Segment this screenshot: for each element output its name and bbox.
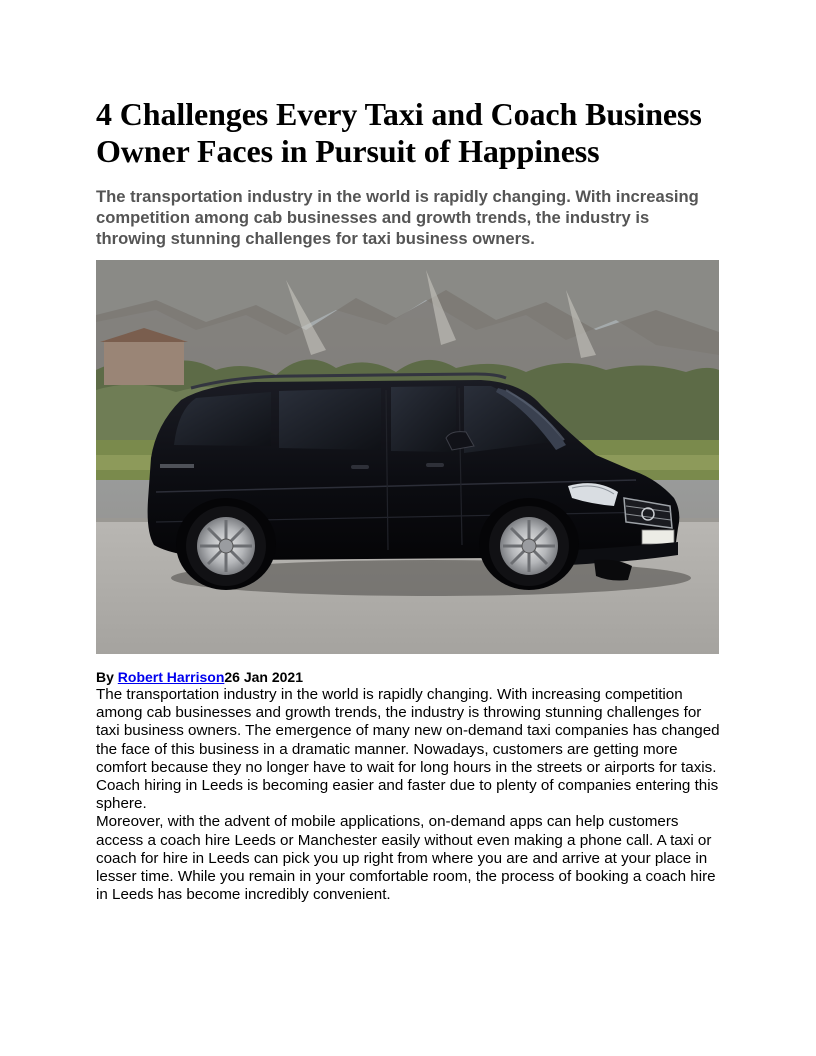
rear-wheel bbox=[186, 506, 266, 586]
hero-image-black-van bbox=[96, 260, 719, 654]
article-title: 4 Challenges Every Taxi and Coach Business Owner Faces in Pursuit of Happiness bbox=[96, 96, 702, 169]
byline-prefix: By bbox=[96, 669, 118, 685]
front-wheel bbox=[489, 506, 569, 586]
paragraph: Moreover, with the advent of mobile applications, on-demand apps can help customers access a coach hire Leeds or Manchester easily without even making a phone call. A taxi or coach for hire in Leeds can pick you up right from where you are and arrive at your place in lesser time. While you remain in your comfortable room, the process of booking a coach hire in Leeds has become incredibly convenient. bbox=[96, 813, 716, 904]
article bbox=[96, 96, 720, 904]
author-link[interactable]: Robert Harrison bbox=[117, 669, 225, 685]
article-subtitle: The transportation industry in the world is rapidly changing. With increasing competition among cab businesses and growth trends, the industry is throwing stunning challenges for taxi business owners. bbox=[96, 187, 699, 248]
paragraph: The transportation industry in the world is rapidly changing. With increasing competition among cab businesses and growth trends, the industry is throwing stunning challenges for taxi business owners. The emergence of many new on-demand taxi companies has changed the face of this business in a dramatic manner. Nowadays, customers are getting more comfort because they no longer have to wait for long hours in the streets or airports for taxis. Coach hiring in Leeds is becoming easier and faster due to plenty of companies entering this sphere. bbox=[96, 686, 720, 813]
article-byline bbox=[96, 669, 720, 686]
publish-date: 26 Jan 2021 bbox=[224, 669, 303, 685]
